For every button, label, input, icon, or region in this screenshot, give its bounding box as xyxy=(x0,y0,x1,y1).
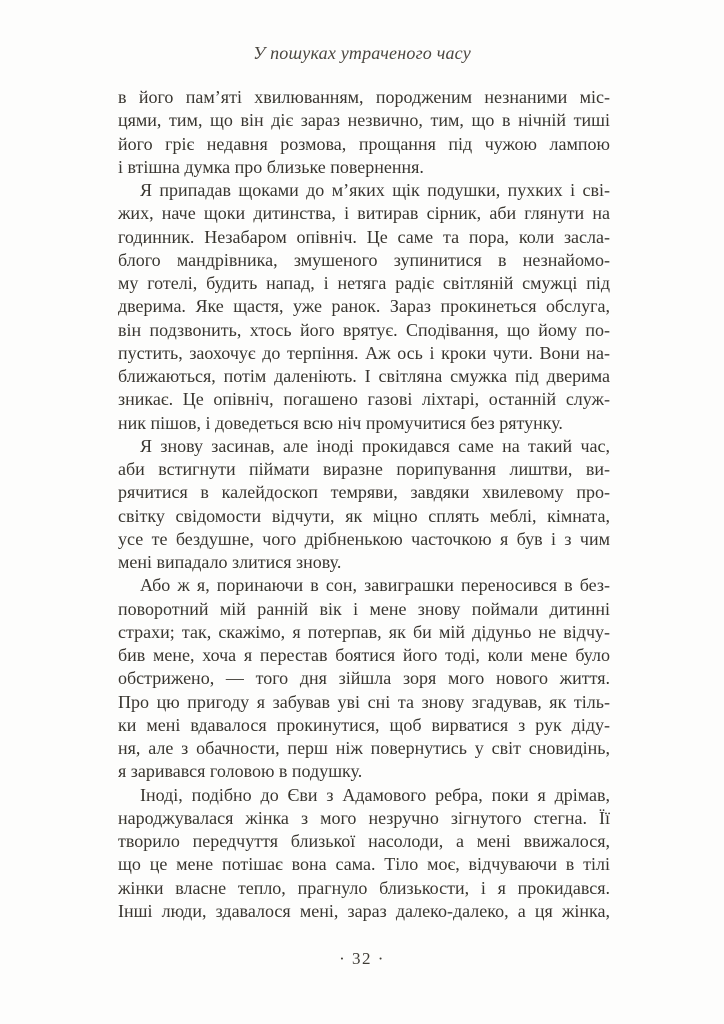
paragraph xyxy=(118,574,610,783)
paragraph xyxy=(118,179,610,435)
text-line: він подзвонить, хтось його врятує. Сподівання, що йому по- xyxy=(118,319,610,340)
text-line: що це мене потішає вона сама. Тіло моє, відчуваючи в тілі xyxy=(118,854,610,875)
text-line: ник пішов, і доведеться всю ніч промучитися без рятунку. xyxy=(118,412,563,433)
text-line: страхи; так, скажімо, я потерпав, як би мій дідуньо не відчу- xyxy=(118,621,610,642)
text-line: в його пам’яті хвилюванням, породженим незнаними міс- xyxy=(118,87,610,107)
text-line: Або ж я, поринаючи в сон, завиграшки переносився в без- xyxy=(140,575,610,596)
text-line: обстрижено, — того дня зійшла зоря мого нового життя. xyxy=(118,668,610,689)
text-block xyxy=(118,86,610,923)
text-line: Я припадав щоками до м’яких щік подушки, пухких і сві- xyxy=(140,180,610,200)
text-line: дверима. Яке щастя, уже ранок. Зараз прокинеться обслуга, xyxy=(118,296,610,317)
paragraph xyxy=(118,435,610,575)
text-line: ня, але з обачности, перш ніж повернутись у світ сновидінь, xyxy=(118,738,610,758)
page-number: · 32 · xyxy=(339,949,385,968)
text-line: пустить, заохочує до терпіння. Аж ось і кроки чути. Вони на- xyxy=(118,342,610,363)
text-line: бив мене, хоча я перестав боятися його тоді, коли мене було xyxy=(118,645,610,665)
text-line: годинник. Незабаром опівніч. Це саме та пора, коли засла- xyxy=(118,226,610,247)
text-line: ки мені вдавалося прокинутися, щоб вирватися з рук діду- xyxy=(118,714,610,735)
text-line: ближаються, потім даленіють. І світляна смужка під дверима xyxy=(118,366,610,386)
text-line: жих, наче щоки дитинства, і витирав сірник, аби глянути на xyxy=(118,203,610,224)
paragraph xyxy=(118,784,610,924)
text-line: поворотний мій ранній вік і мене знову поймали дитинні xyxy=(118,598,610,619)
text-line: цями, тим, що він діє зараз незвично, тим, що в нічній тиші xyxy=(118,110,610,131)
text-line: творило передчуття близької насолоди, а мені ввижалося, xyxy=(118,831,610,851)
text-line: рячитися в калейдоскоп темряви, завдяки хвилевому про- xyxy=(118,482,610,503)
text-line: Іноді, подібно до Єви з Адамового ребра, поки я дрімав, xyxy=(140,784,610,805)
text-line: його гріє недавня розмова, прощання під чужою лампою xyxy=(118,133,610,154)
text-line: народжувалася жінка з мого незручно зігнутого стегна. Її xyxy=(118,807,610,828)
text-line: світку свідомости відчути, як міцно сплять меблі, кімната, xyxy=(118,505,610,526)
text-line: аби встигнути піймати виразне порипування лиштви, ви- xyxy=(118,459,610,479)
text-line: Про цю пригоду я забував уві сні та знову згадував, як тіль- xyxy=(118,691,610,712)
text-line: жінки власне тепло, прагнуло близькости, і я прокидався. xyxy=(118,877,610,898)
text-line: і втішна думка про близьке повернення. xyxy=(118,156,424,177)
running-header: У пошуках утраченого часу xyxy=(253,43,471,63)
text-line: Я знову засинав, але іноді прокидався саме на такий час, xyxy=(140,435,610,456)
text-line: му готелі, будить напад, і нетяга радіє світляній смужці під xyxy=(118,273,610,293)
text-line: Інші люди, здавалося мені, зараз далеко-далеко, а ця жінка, xyxy=(118,900,610,921)
text-line: усе те бездушне, чого дрібненькою часточкою я був і з чим xyxy=(118,528,610,549)
text-line: блого мандрівника, змушеного зупинитися в незнайомо- xyxy=(118,249,610,270)
text-line: я заривався головою в подушку. xyxy=(118,761,363,782)
paragraph xyxy=(118,86,610,179)
text-line: зникає. Це опівніч, погашено газові ліхтарі, останній служ- xyxy=(118,389,610,410)
text-line: мені випадало злитися знову. xyxy=(118,552,342,572)
